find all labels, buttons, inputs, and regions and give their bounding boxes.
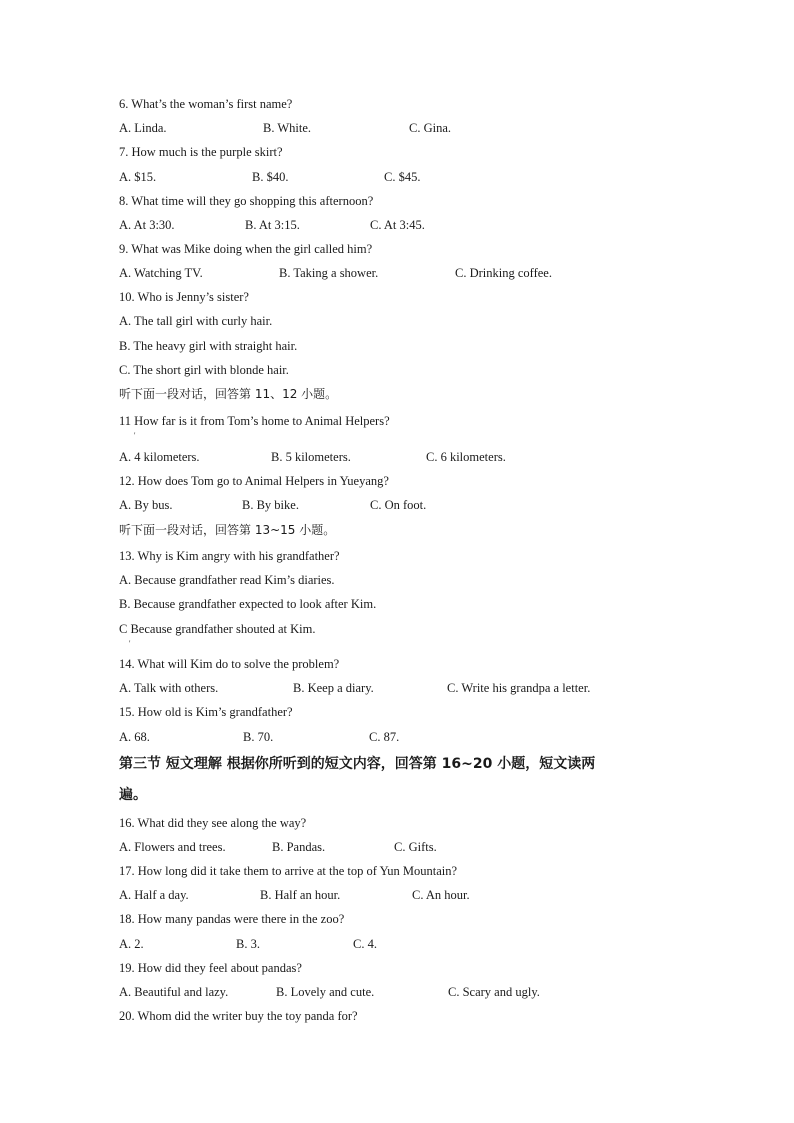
question-15: 15. How old is Kim’s grandfather? (119, 705, 293, 719)
option-19a: A. Beautiful and lazy. (119, 985, 229, 999)
option-12a: A. By bus. (119, 498, 173, 512)
option-10a: A. The tall girl with curly hair. (119, 314, 273, 328)
option-7a: A. $15. (119, 170, 157, 184)
option-18c: C. 4. (353, 937, 377, 951)
option-8a: A. At 3:30. (119, 218, 175, 232)
option-12b: B. By bike. (242, 498, 299, 512)
option-8c: C. At 3:45. (370, 218, 425, 232)
option-15b: B. 70. (243, 730, 274, 744)
option-12c: C. On foot. (370, 498, 427, 512)
option-14b: B. Keep a diary. (293, 681, 374, 695)
question-17: 17. How long did it take them to arrive at the top of Yun Mountain? (119, 864, 458, 878)
option-14a: A. Talk with others. (119, 681, 219, 695)
section-3-heading-cont: 遍。 (119, 787, 147, 803)
option-6a: A. Linda. (119, 121, 167, 135)
question-13: 13. Why is Kim angry with his grandfather? (119, 549, 340, 563)
stray-mark: ' (134, 431, 136, 440)
option-16a: A. Flowers and trees. (119, 840, 226, 854)
option-17b: B. Half an hour. (260, 888, 341, 902)
question-6: 6. What’s the woman’s first name? (119, 97, 293, 111)
option-13b: B. Because grandfather expected to look after Kim. (119, 597, 377, 611)
dialogue-intro-13-15: 听下面一段对话，回答第 13~15 小题。 (119, 523, 336, 537)
question-19: 19. How did they feel about pandas? (119, 961, 302, 975)
option-11a: A. 4 kilometers. (119, 450, 200, 464)
option-6c: C. Gina. (409, 121, 452, 135)
option-10c: C. The short girl with blonde hair. (119, 363, 289, 377)
option-13a: A. Because grandfather read Kim’s diaries. (119, 573, 335, 587)
option-9b: B. Taking a shower. (279, 266, 379, 280)
option-9a: A. Watching TV. (119, 266, 203, 280)
question-10: 10. Who is Jenny’s sister? (119, 290, 249, 304)
question-8: 8. What time will they go shopping this afternoon? (119, 194, 374, 208)
option-18a: A. 2. (119, 937, 144, 951)
option-16b: B. Pandas. (272, 840, 326, 854)
option-17c: C. An hour. (412, 888, 470, 902)
dialogue-intro-11-12: 听下面一段对话，回答第 11、12 小题。 (119, 387, 338, 401)
option-14c: C. Write his grandpa a letter. (447, 681, 591, 695)
option-18b: B. 3. (236, 937, 260, 951)
question-14: 14. What will Kim do to solve the problem? (119, 657, 340, 671)
question-9: 9. What was Mike doing when the girl called him? (119, 242, 373, 256)
question-16: 16. What did they see along the way? (119, 816, 307, 830)
question-11: 11 How far is it from Tom’s home to Animal Helpers? (119, 414, 390, 428)
option-13c: C Because grandfather shouted at Kim. (119, 622, 316, 636)
option-10b: B. The heavy girl with straight hair. (119, 339, 298, 353)
question-20: 20. Whom did the writer buy the toy panda for? (119, 1009, 358, 1023)
option-15a: A. 68. (119, 730, 150, 744)
option-15c: C. 87. (369, 730, 400, 744)
question-7: 7. How much is the purple skirt? (119, 145, 283, 159)
option-19b: B. Lovely and cute. (276, 985, 375, 999)
option-8b: B. At 3:15. (245, 218, 300, 232)
option-7b: B. $40. (252, 170, 289, 184)
option-6b: B. White. (263, 121, 312, 135)
option-11b: B. 5 kilometers. (271, 450, 351, 464)
option-19c: C. Scary and ugly. (448, 985, 540, 999)
section-3-heading: 第三节 短文理解 根据你所听到的短文内容，回答第 16~20 小题，短文读两 (119, 756, 596, 772)
option-9c: C. Drinking coffee. (455, 266, 552, 280)
stray-mark: ' (129, 639, 131, 648)
option-11c: C. 6 kilometers. (426, 450, 506, 464)
option-17a: A. Half a day. (119, 888, 189, 902)
option-7c: C. $45. (384, 170, 421, 184)
option-16c: C. Gifts. (394, 840, 437, 854)
question-12: 12. How does Tom go to Animal Helpers in Yueyang? (119, 474, 389, 488)
question-18: 18. How many pandas were there in the zoo? (119, 912, 345, 926)
